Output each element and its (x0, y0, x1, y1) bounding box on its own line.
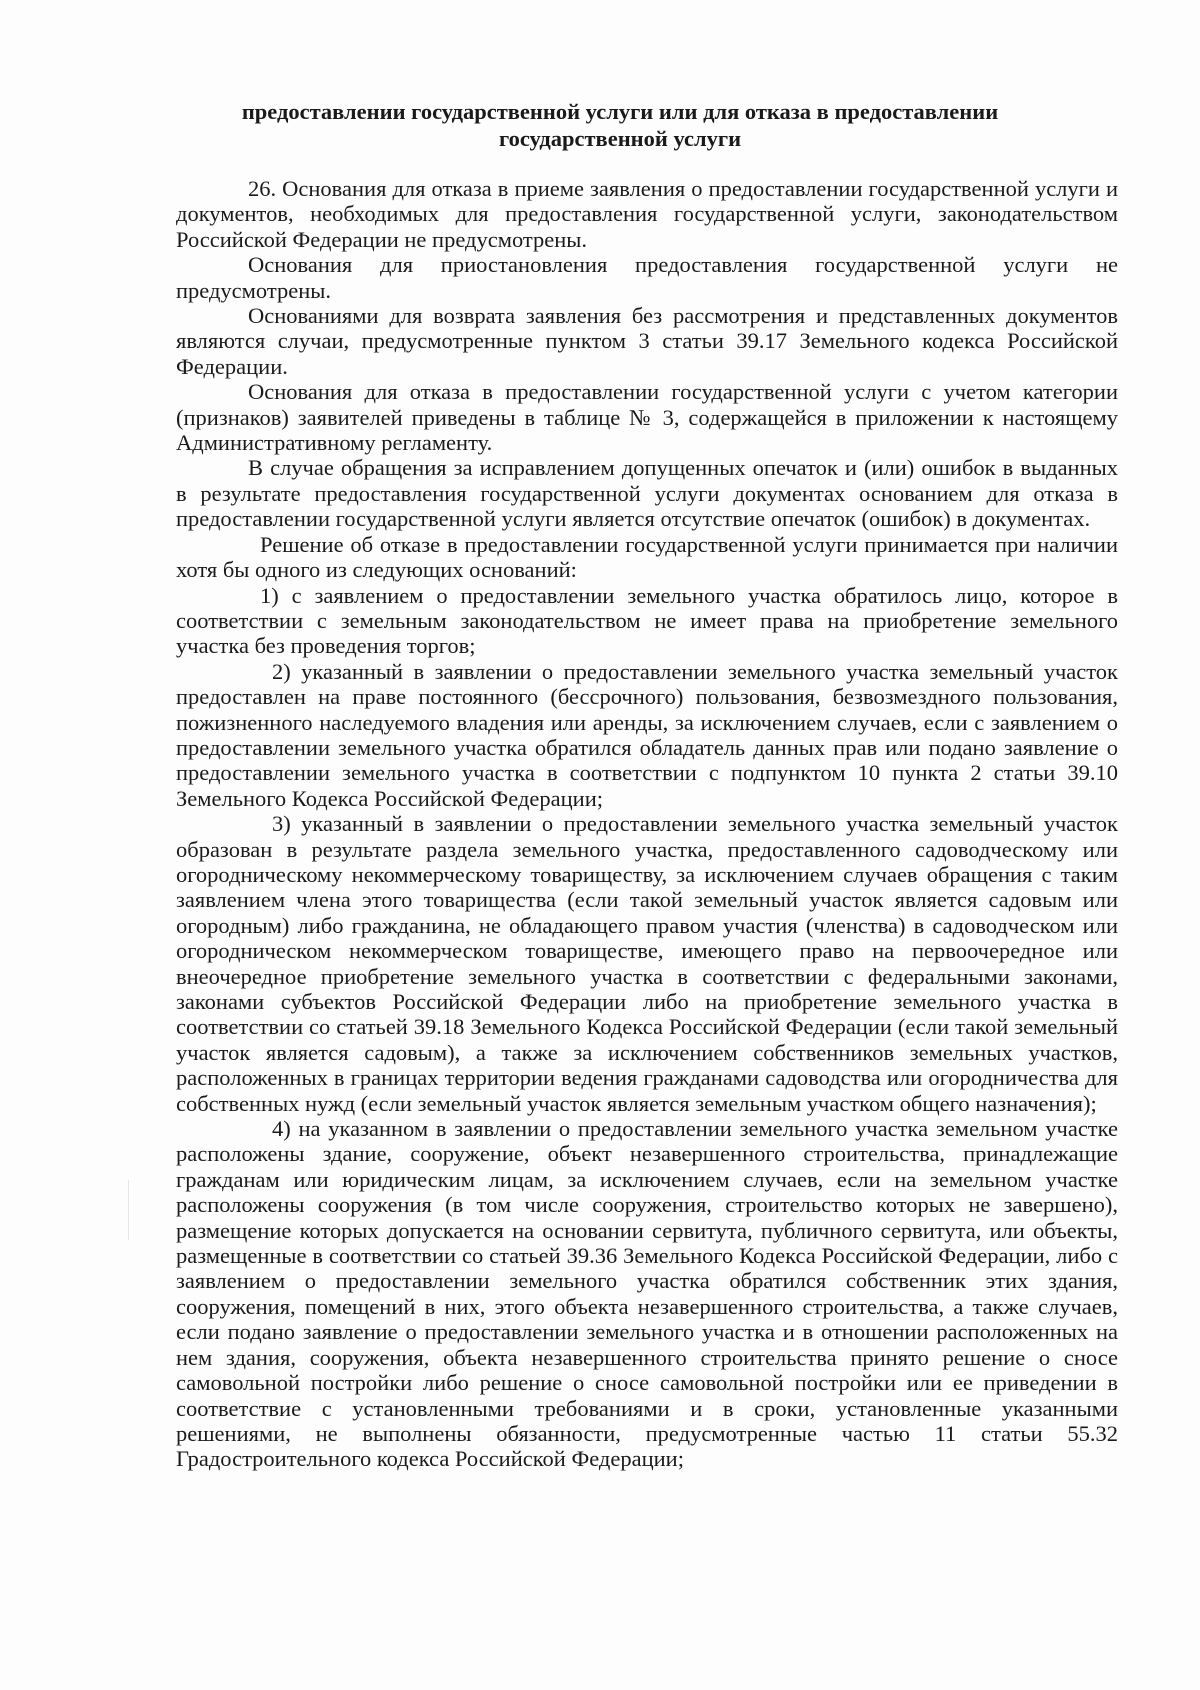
list-item-3: 3) указанный в заявлении о предоставлении земельного участка земельный участок образован в результате раздела земельного участка, предоставленного садоводческому или огородническому некоммерческому товариществу, за исключением случаев обращения с таким заявлением члена этого товарищества (если такой земельный участок является садовым или огородным) либо гражданина, не обладающего правом участия (членства) в садоводческом или огородническом некоммерческом товариществе, имеющего право на первоочередное или внеочередное приобретение земельного участка в соответствии с федеральными законами, законами субъектов Российской Федерации либо на приобретение земельного участка в соответствии со статьей 39.18 Земельного Кодекса Российской Федерации (если такой земельный участок является садовым), а также за исключением собственников земельных участков, расположенных в границах территории ведения гражданами садоводства или огородничества для собственных нужд (если земельный участок является земельным участком общего назначения); (176, 811, 1118, 1116)
scan-artifact (128, 1180, 129, 1240)
paragraph-corrections: В случае обращения за исправлением допущенных опечаток и (или) ошибок в выданных в результате предоставления государственной услуги документах основанием для отказа в предоставлении государственной услуги является отсутствие опечаток (ошибок) в документах. (176, 455, 1118, 532)
document-body (176, 176, 1118, 1472)
section-heading (150, 98, 1090, 152)
paragraph-refusal-categories: Основания для отказа в предоставлении государственной услуги с учетом категории (признаков) заявителей приведены в таблице № 3, содержащейся в приложении к настоящему Административному регламенту. (176, 379, 1118, 456)
heading-line-2: государственной услуги (498, 126, 742, 151)
list-item-1: 1) с заявлением о предоставлении земельного участка обратилось лицо, которое в соответствии с земельным законодательством не имеет права на приобретение земельного участка без проведения торгов; (176, 582, 1118, 659)
paragraph-return: Основаниями для возврата заявления без рассмотрения и представленных документов являются случаи, предусмотренные пунктом 3 статьи 39.17 Земельного кодекса Российской Федерации. (176, 303, 1118, 379)
heading-line-1: предоставлении государственной услуги или для отказа в предоставлении (241, 99, 999, 124)
list-item-4: 4) на указанном в заявлении о предоставлении земельного участка земельном участке расположены здание, сооружение, объект незавершенного строительства, принадлежащие гражданам или юридическим лицам, за исключением случаев, если на земельном участке расположены сооружения (в том числе сооружения, строительство которых не завершено), размещение которых допускается на основании сервитута, публичного сервитута, или объекты, размещенные в соответствии со статьей 39.36 Земельного Кодекса Российской Федерации, либо с заявлением о предоставлении земельного участка обратился собственник этих здания, сооружения, помещений в них, этого объекта незавершенного строительства, а также случаев, если подано заявление о предоставлении земельного участка и в отношении расположенных на нем здания, сооружения, объекта незавершенного строительства принято решение о сносе самовольной постройки либо решение о сносе самовольной постройки или ее приведении в соответствие с установленными требованиями и в сроки, установленные указанными решениями, не выполнены обязанности, предусмотренные частью 11 статьи 55.32 Градостроительного кодекса Российской Федерации; (176, 1116, 1118, 1472)
paragraph-26: 26. Основания для отказа в приеме заявления о предоставлении государственной услуги и документов, необходимых для предоставления государственной услуги, законодательством Российской Федерации не предусмотрены. (176, 176, 1118, 252)
paragraph-refusal-decision: Решение об отказе в предоставлении государственной услуги принимается при наличии хотя бы одного из следующих оснований: (176, 531, 1118, 583)
list-item-2: 2) указанный в заявлении о предоставлении земельного участка земельный участок предоставлен на праве постоянного (бессрочного) пользования, безвозмездного пользования, пожизненного наследуемого владения или аренды, за исключением случаев, если с заявлением о предоставлении земельного участка обратился обладатель данных прав или подано заявление о предоставлении земельного участка в соответствии с подпунктом 10 пункта 2 статьи 39.10 Земельного Кодекса Российской Федерации; (176, 658, 1118, 811)
paragraph-suspension: Основания для приостановления предоставления государственной услуги не предусмотрены. (176, 252, 1118, 303)
